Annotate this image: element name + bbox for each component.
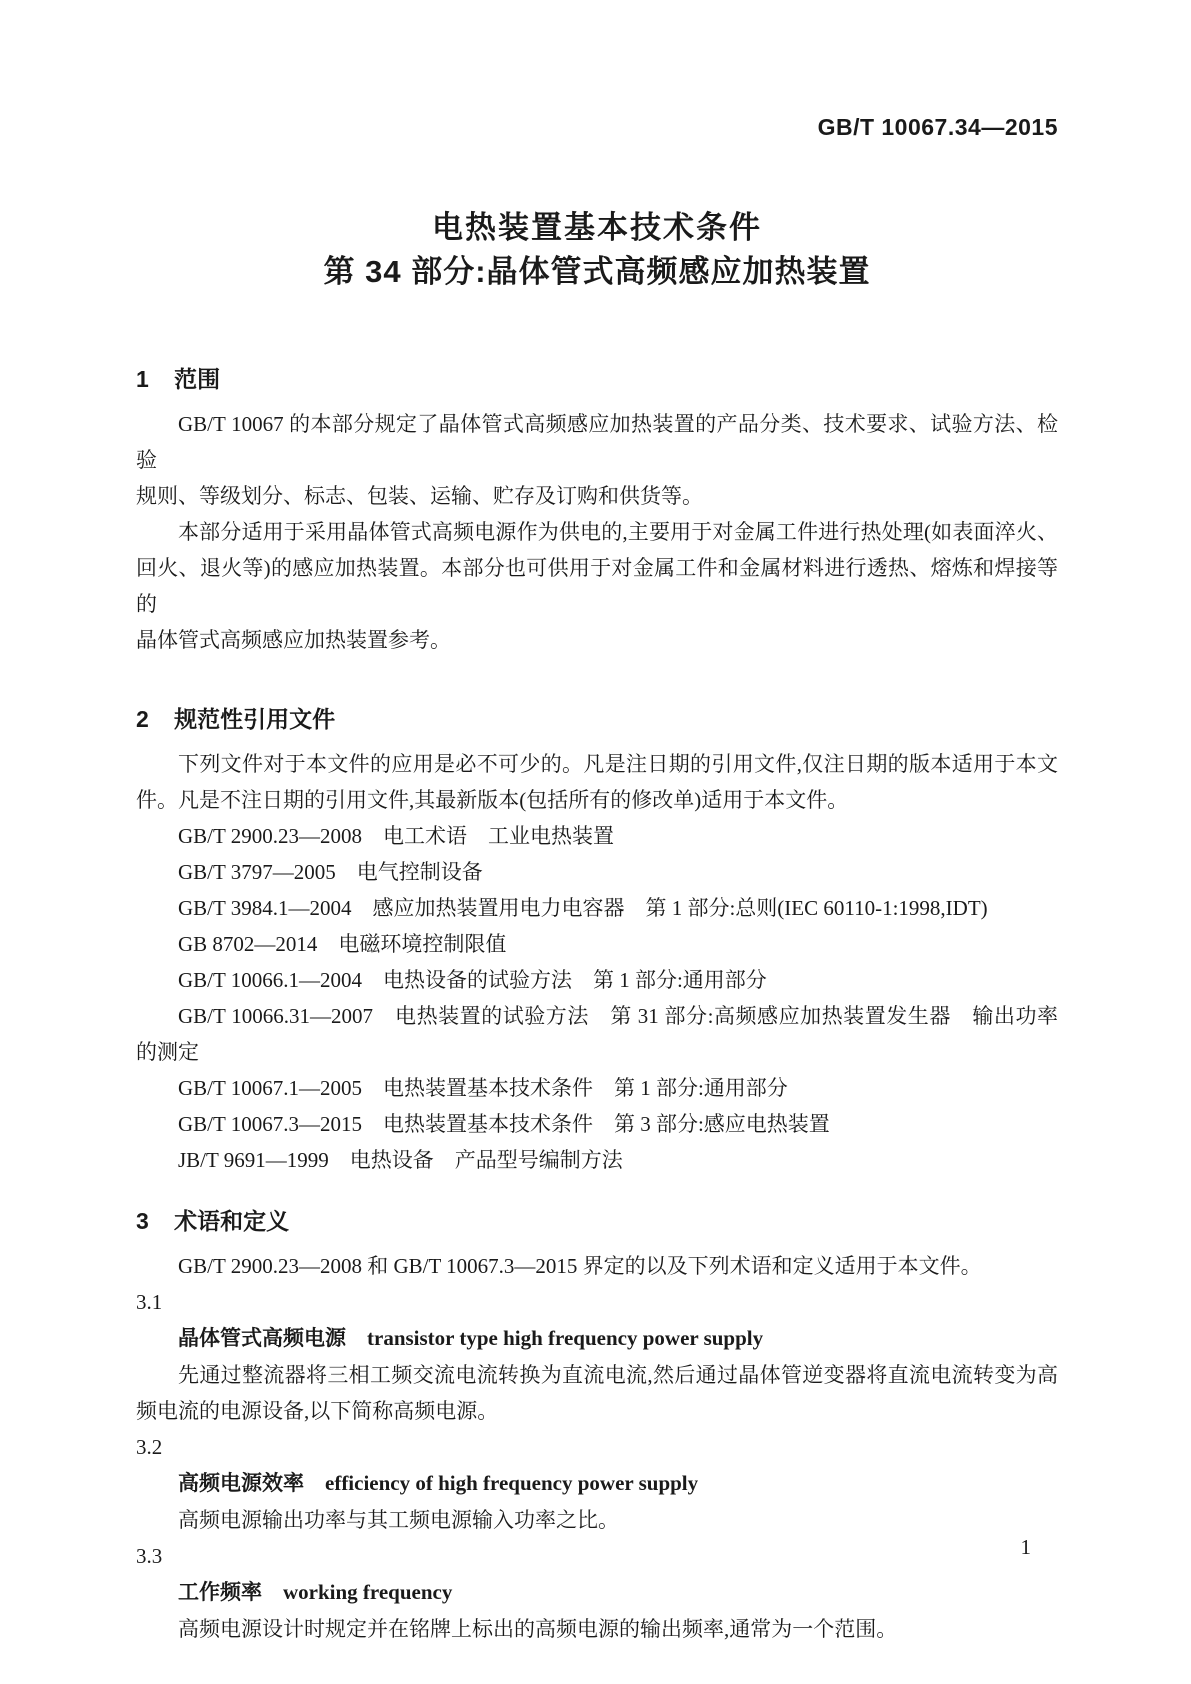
- term-number: 3.1: [136, 1290, 163, 1314]
- term-definition-line: 高频电源设计时规定并在铭牌上标出的高频电源的输出频率,通常为一个范围。: [178, 1617, 898, 1641]
- terms-intro: [136, 1248, 1058, 1284]
- section-2-number: 2: [136, 706, 149, 732]
- section-1-number: 1: [136, 366, 149, 392]
- section-1-title: 范围: [174, 366, 221, 392]
- term-chinese: 工作频率: [178, 1581, 262, 1604]
- term-block-3-2: [136, 1429, 1058, 1538]
- reference-item: JB/T 9691—1999 电热设备 产品型号编制方法: [178, 1148, 623, 1172]
- reference-item: GB 8702—2014 电磁环境控制限值: [178, 932, 507, 956]
- reference-item: GB/T 3984.1—2004 感应加热装置用电力电容器 第 1 部分:总则(IEC 60110-1:1998,IDT): [178, 896, 988, 920]
- reference-item-continuation: 的测定: [136, 1040, 199, 1064]
- section-2-heading: [136, 704, 1058, 734]
- term-chinese: 晶体管式高频电源: [178, 1327, 346, 1350]
- reference-item: GB/T 3797—2005 电气控制设备: [178, 860, 483, 884]
- term-title: [136, 1465, 1058, 1502]
- term-definition-line: 先通过整流器将三相工频交流电流转换为直流电流,然后通过晶体管逆变器将直流电流转变为高: [178, 1363, 1058, 1387]
- term-title: [136, 1320, 1058, 1357]
- page-number: 1: [1020, 1535, 1031, 1559]
- term-english: transistor type high frequency power supply: [367, 1326, 764, 1350]
- section-1-heading: [136, 364, 1058, 394]
- text-line: 下列文件对于本文件的应用是必不可少的。凡是注日期的引用文件,仅注日期的版本适用于本文: [178, 752, 1058, 776]
- term-definition-line: 频电流的电源设备,以下简称高频电源。: [136, 1399, 499, 1423]
- text-line: 晶体管式高频感应加热装置参考。: [136, 628, 451, 652]
- term-number: 3.2: [136, 1435, 163, 1459]
- scope-paragraph-2: [136, 514, 1058, 658]
- term-definition-line: 高频电源输出功率与其工频电源输入功率之比。: [178, 1508, 619, 1532]
- reference-item: GB/T 2900.23—2008 电工术语 工业电热装置: [178, 824, 614, 848]
- reference-item: GB/T 10067.3—2015 电热装置基本技术条件 第 3 部分:感应电热装置: [178, 1112, 830, 1136]
- section-3-heading: [136, 1206, 1058, 1236]
- standard-code-header: GB/T 10067.34—2015: [817, 114, 1058, 140]
- text-line: 件。凡是不注日期的引用文件,其最新版本(包括所有的修改单)适用于本文件。: [136, 788, 849, 812]
- term-english: efficiency of high frequency power supply: [325, 1471, 699, 1495]
- term-block-3-1: [136, 1284, 1058, 1429]
- section-3-title: 术语和定义: [174, 1208, 290, 1234]
- document-title-line1: 电热装置基本技术条件: [432, 210, 762, 245]
- reference-item: GB/T 10067.1—2005 电热装置基本技术条件 第 1 部分:通用部分: [178, 1076, 788, 1100]
- term-number: 3.3: [136, 1544, 163, 1568]
- page-content: [136, 0, 1058, 1647]
- section-3-number: 3: [136, 1208, 149, 1234]
- term-block-3-3: [136, 1538, 1058, 1647]
- reference-item: GB/T 10066.1—2004 电热设备的试验方法 第 1 部分:通用部分: [178, 968, 767, 992]
- text-line: GB/T 2900.23—2008 和 GB/T 10067.3—2015 界定的以及下列术语和定义适用于本文件。: [178, 1254, 982, 1278]
- text-line: GB/T 10067 的本部分规定了晶体管式高频感应加热装置的产品分类、技术要求、试验方法、检验: [136, 412, 1058, 472]
- references-intro: [136, 746, 1058, 818]
- section-2-title: 规范性引用文件: [174, 706, 336, 732]
- reference-item: GB/T 10066.31—2007 电热装置的试验方法 第 31 部分:高频感应加热装置发生器 输出功率: [178, 1004, 1058, 1028]
- references-list: [136, 818, 1058, 1178]
- text-line: 回火、退火等)的感应加热装置。本部分也可供用于对金属工件和金属材料进行透热、熔炼和焊接等的: [136, 556, 1058, 616]
- document-title-line2: 第 34 部分:晶体管式高频感应加热装置: [323, 254, 871, 289]
- document-title: [136, 206, 1058, 294]
- scope-paragraph-1: [136, 406, 1058, 514]
- term-english: working frequency: [283, 1580, 453, 1604]
- text-line: 规则、等级划分、标志、包装、运输、贮存及订购和供货等。: [136, 484, 703, 508]
- text-line: 本部分适用于采用晶体管式高频电源作为供电的,主要用于对金属工件进行热处理(如表面淬火、: [178, 520, 1058, 544]
- term-title: [136, 1574, 1058, 1611]
- term-chinese: 高频电源效率: [178, 1472, 304, 1495]
